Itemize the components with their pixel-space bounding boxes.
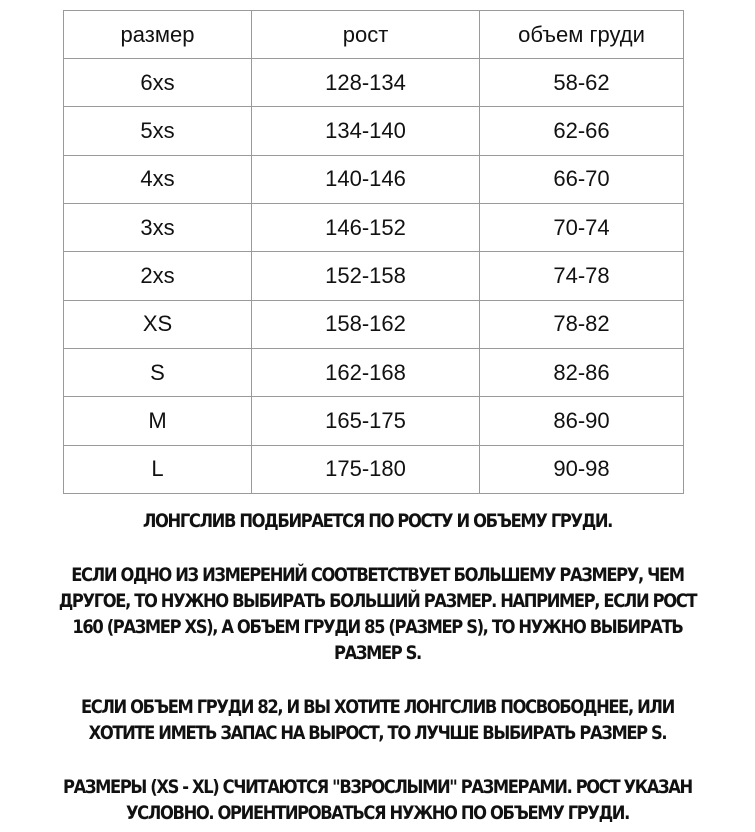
- note-loose-fit: ЕСЛИ ОБЪЕМ ГРУДИ 82, И ВЫ ХОТИТЕ ЛОНГСЛИВ ПОСВОБОДНЕЕ, ИЛИ ХОТИТЕ ИМЕТЬ ЗАПАС НА ВЫРОСТ, ТО ЛУЧШЕ ВЫБИРАТЬ РАЗМЕР S.: [80, 696, 674, 744]
- size-cell: S: [64, 348, 252, 396]
- table-row: [64, 155, 684, 203]
- size-chart-header: [64, 11, 684, 59]
- height-cell: 158-162: [252, 300, 480, 348]
- table-row: [64, 397, 684, 445]
- chest-cell: 62-66: [480, 107, 684, 155]
- header-chest: объем груди: [480, 11, 684, 59]
- size-cell: 6xs: [64, 59, 252, 107]
- height-cell: 165-175: [252, 397, 480, 445]
- note-larger-size-rule: ЕСЛИ ОДНО ИЗ ИЗМЕРЕНИЙ СООТВЕТСТВУЕТ БОЛЬШЕМУ РАЗМЕРУ, ЧЕМ ДРУГОЕ, ТО НУЖНО ВЫБИРАТЬ БОЛЬШИЙ РАЗМЕР. НАПРИМЕР, ЕСЛИ РОСТ 160 (РАЗМЕР XS), А ОБЪЕМ ГРУДИ 85 (РАЗМЕР S), ТО НУЖНО ВЫБИРАТЬ РАЗМЕР S.: [58, 564, 697, 664]
- height-cell: 162-168: [252, 348, 480, 396]
- height-cell: 152-158: [252, 252, 480, 300]
- chest-cell: 66-70: [480, 155, 684, 203]
- height-cell: 140-146: [252, 155, 480, 203]
- size-cell: M: [64, 397, 252, 445]
- chest-cell: 86-90: [480, 397, 684, 445]
- chest-cell: 90-98: [480, 445, 684, 493]
- chest-cell: 58-62: [480, 59, 684, 107]
- table-row: [64, 107, 684, 155]
- size-chart-body: [64, 59, 684, 494]
- chest-cell: 74-78: [480, 252, 684, 300]
- size-cell: 5xs: [64, 107, 252, 155]
- table-row: [64, 203, 684, 251]
- height-cell: 146-152: [252, 203, 480, 251]
- height-cell: 175-180: [252, 445, 480, 493]
- note-intro: ЛОНГСЛИВ ПОДБИРАЕТСЯ ПО РОСТУ И ОБЪЕМУ ГРУДИ.: [142, 510, 613, 532]
- height-cell: 134-140: [252, 107, 480, 155]
- header-row: [64, 11, 684, 59]
- size-cell: XS: [64, 300, 252, 348]
- size-cell: 2xs: [64, 252, 252, 300]
- sizing-notes: [53, 508, 702, 826]
- size-cell: 3xs: [64, 203, 252, 251]
- chest-cell: 82-86: [480, 348, 684, 396]
- header-height: рост: [252, 11, 480, 59]
- note-adult-sizes: РАЗМЕРЫ (XS - XL) СЧИТАЮТСЯ "ВЗРОСЛЫМИ" РАЗМЕРАМИ. РОСТ УКАЗАН УСЛОВНО. ОРИЕНТИРОВАТЬСЯ НУЖНО ПО ОБЪЕМУ ГРУДИ.: [63, 776, 692, 824]
- height-cell: 128-134: [252, 59, 480, 107]
- size-cell: 4xs: [64, 155, 252, 203]
- size-chart-table: [63, 10, 684, 494]
- table-row: [64, 252, 684, 300]
- chest-cell: 70-74: [480, 203, 684, 251]
- chest-cell: 78-82: [480, 300, 684, 348]
- table-row: [64, 445, 684, 493]
- header-size: размер: [64, 11, 252, 59]
- table-row: [64, 348, 684, 396]
- table-row: [64, 300, 684, 348]
- size-cell: L: [64, 445, 252, 493]
- table-row: [64, 59, 684, 107]
